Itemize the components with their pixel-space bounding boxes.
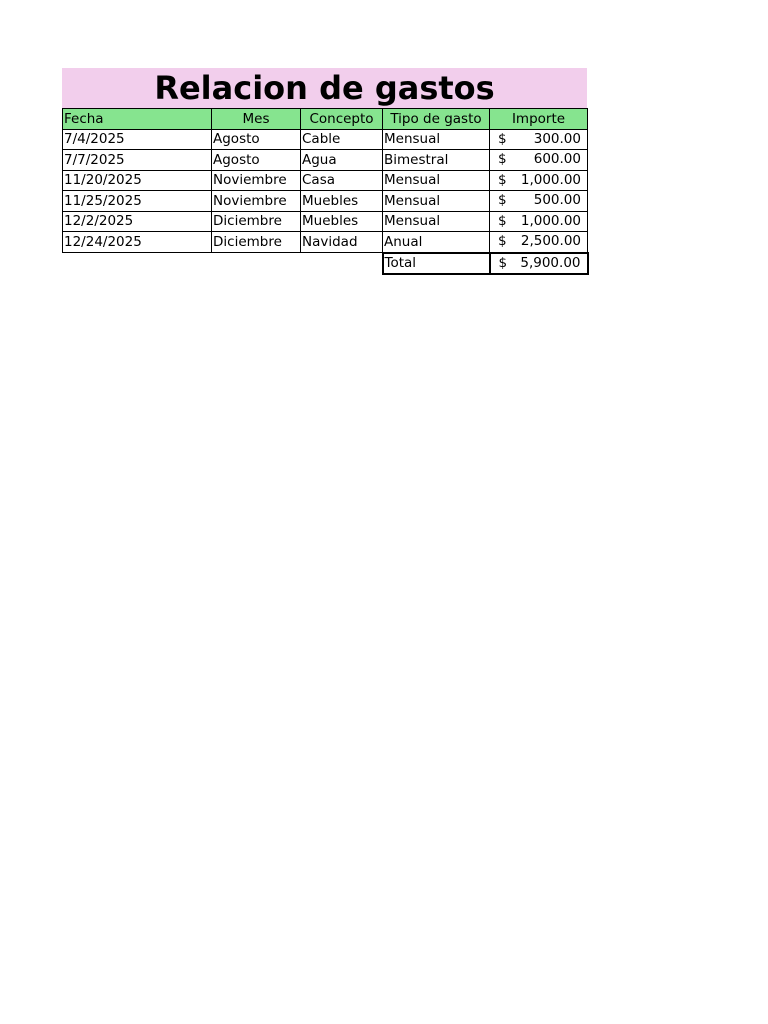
cell-fecha[interactable]: 12/24/2025 <box>63 232 212 253</box>
cell-fecha[interactable]: 12/2/2025 <box>63 211 212 232</box>
currency-symbol: $ <box>498 192 507 208</box>
header-concepto[interactable]: Concepto <box>301 109 383 130</box>
cell-mes[interactable]: Agosto <box>212 129 301 150</box>
cell-concepto[interactable]: Casa <box>301 170 383 191</box>
cell-fecha[interactable]: 11/20/2025 <box>63 170 212 191</box>
currency-symbol: $ <box>498 212 507 229</box>
cell-importe[interactable] <box>490 211 588 232</box>
header-mes[interactable]: Mes <box>212 109 301 130</box>
cell-importe[interactable] <box>490 191 588 212</box>
cell-importe[interactable] <box>490 170 588 191</box>
currency-symbol: $ <box>498 233 507 249</box>
cell-concepto[interactable]: Agua <box>301 150 383 171</box>
table-row <box>63 191 588 212</box>
currency-symbol: $ <box>498 151 507 167</box>
cell-tipo[interactable]: Mensual <box>383 191 490 212</box>
cell-concepto[interactable]: Navidad <box>301 232 383 253</box>
cell-fecha[interactable]: 7/4/2025 <box>63 129 212 150</box>
header-tipo[interactable]: Tipo de gasto <box>383 109 490 130</box>
cell-concepto[interactable]: Cable <box>301 129 383 150</box>
total-amount: 5,900.00 <box>520 254 581 271</box>
cell-importe[interactable] <box>490 129 588 150</box>
table-row <box>63 211 588 232</box>
cell-importe[interactable] <box>490 232 588 253</box>
table-row <box>63 129 588 150</box>
cell-mes[interactable]: Diciembre <box>212 232 301 253</box>
cell-fecha[interactable]: 7/7/2025 <box>63 150 212 171</box>
currency-symbol: $ <box>498 171 507 188</box>
amount-value: 600.00 <box>533 151 581 167</box>
amount-value: 1,000.00 <box>520 212 581 229</box>
cell-fecha[interactable]: 11/25/2025 <box>63 191 212 212</box>
total-value-cell[interactable] <box>490 253 588 275</box>
cell-tipo[interactable]: Mensual <box>383 211 490 232</box>
cell-tipo[interactable]: Anual <box>383 232 490 253</box>
amount-value: 500.00 <box>533 192 581 208</box>
amount-value: 1,000.00 <box>520 171 581 188</box>
header-importe[interactable]: Importe <box>490 109 588 130</box>
cell-concepto[interactable]: Muebles <box>301 191 383 212</box>
cell-mes[interactable]: Agosto <box>212 150 301 171</box>
cell-concepto[interactable]: Muebles <box>301 211 383 232</box>
total-label[interactable]: Total <box>383 253 490 275</box>
cell-tipo[interactable]: Mensual <box>383 170 490 191</box>
currency-symbol: $ <box>498 254 508 271</box>
table-row <box>63 170 588 191</box>
expense-table <box>62 108 589 275</box>
cell-importe[interactable] <box>490 150 588 171</box>
empty-cell[interactable] <box>63 253 383 275</box>
cell-tipo[interactable]: Mensual <box>383 129 490 150</box>
cell-tipo[interactable]: Bimestral <box>383 150 490 171</box>
table-row <box>63 150 588 171</box>
amount-value: 300.00 <box>533 130 581 147</box>
cell-mes[interactable]: Noviembre <box>212 170 301 191</box>
cell-mes[interactable]: Noviembre <box>212 191 301 212</box>
currency-symbol: $ <box>498 130 507 147</box>
total-row <box>63 253 588 275</box>
amount-value: 2,500.00 <box>520 233 581 249</box>
table-row <box>63 232 588 253</box>
cell-mes[interactable]: Diciembre <box>212 211 301 232</box>
expense-sheet <box>62 68 587 275</box>
header-fecha[interactable]: Fecha <box>63 109 212 130</box>
header-row <box>63 109 588 130</box>
sheet-title: Relacion de gastos <box>62 68 587 108</box>
